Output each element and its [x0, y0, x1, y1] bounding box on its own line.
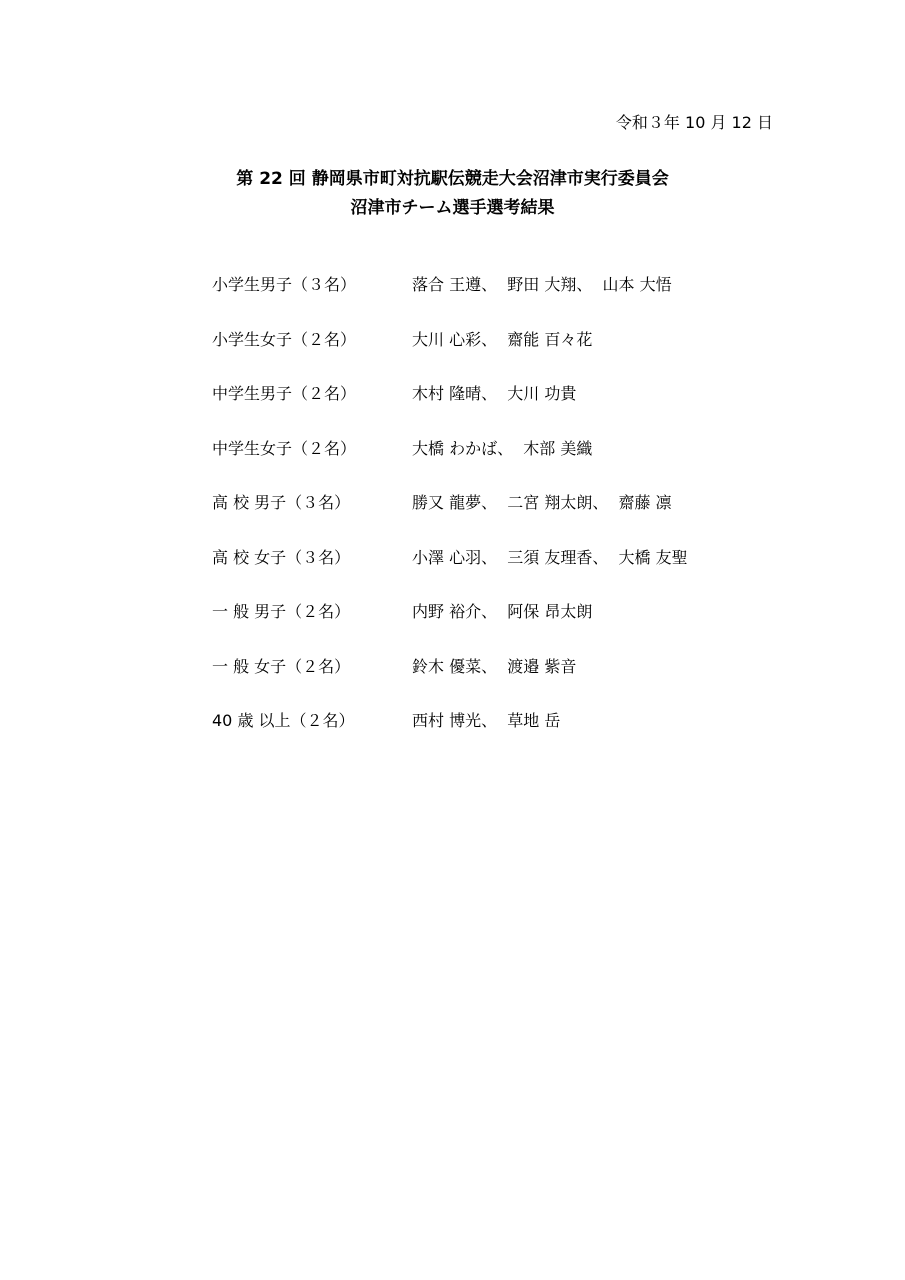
document-title: 第 22 回 静岡県市町対抗駅伝競走大会沼津市実行委員会	[236, 169, 669, 189]
selected-names: 大橋 わかば、 木部 美織	[412, 438, 593, 458]
result-row	[212, 490, 812, 545]
result-row	[212, 545, 812, 600]
selected-names: 木村 隆晴、 大川 功貴	[412, 384, 577, 403]
category-label: 高 校 男子（３名）	[212, 493, 351, 512]
selected-names: 大川 心彩、 齋能 百々花	[412, 329, 593, 349]
category-label: 中学生男子（２名）	[212, 384, 357, 403]
document-subtitle: 沼津市チーム選手選考結果	[350, 198, 555, 218]
category-label: 中学生女子（２名）	[212, 438, 357, 458]
selected-names: 内野 裕介、 阿保 昂太朗	[412, 602, 593, 621]
result-row	[212, 272, 812, 327]
selection-results-list	[212, 272, 812, 763]
selected-names: 鈴木 優菜、 渡邉 紫音	[412, 656, 577, 676]
category-label: 一 般 男子（２名）	[212, 602, 351, 621]
selected-names: 西村 博光、 草地 岳	[412, 711, 561, 730]
result-row	[212, 381, 812, 436]
category-label: 40 歳 以上（２名）	[212, 711, 355, 730]
category-label: 小学生男子（３名）	[212, 275, 357, 294]
selected-names: 小澤 心羽、 三須 友理香、 大橋 友聖	[412, 547, 688, 567]
category-label: 一 般 女子（２名）	[212, 656, 351, 676]
selected-names: 勝又 龍夢、 二宮 翔太朗、 齋藤 凛	[412, 493, 672, 512]
category-label: 小学生女子（２名）	[212, 329, 357, 349]
document-date: 令和３年 10 月 12 日	[615, 113, 773, 132]
selected-names: 落合 王遵、 野田 大翔、 山本 大悟	[412, 275, 672, 294]
result-row	[212, 599, 812, 654]
result-row	[212, 436, 812, 491]
result-row	[212, 708, 812, 763]
result-row	[212, 327, 812, 382]
result-row	[212, 654, 812, 709]
category-label: 高 校 女子（３名）	[212, 547, 351, 567]
